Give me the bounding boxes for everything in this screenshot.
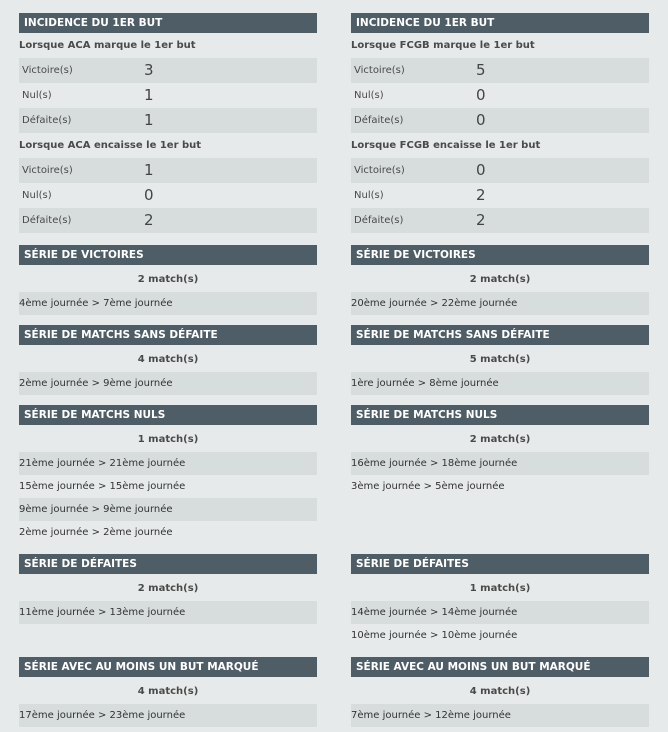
- stat-row: [351, 183, 649, 208]
- but-marque-section: [351, 657, 649, 727]
- stat-value: 3: [144, 61, 154, 79]
- nuls-section: [19, 405, 317, 544]
- section-header: SÉRIE DE MATCHS SANS DÉFAITE: [19, 325, 317, 345]
- stat-label: Défaite(s): [22, 115, 72, 126]
- section-header: SÉRIE DE MATCHS NULS: [19, 405, 317, 425]
- section-header: SÉRIE AVEC AU MOINS UN BUT MARQUÉ: [351, 657, 649, 677]
- series-range: 15ème journée > 15ème journée: [19, 481, 186, 492]
- stat-row: [351, 108, 649, 133]
- series-range: 2ème journée > 2ème journée: [19, 527, 173, 538]
- series-count: 4 match(s): [469, 686, 531, 697]
- stat-value: 2: [144, 211, 154, 229]
- scores-first-label: Lorsque ACA marque le 1er but: [19, 40, 196, 51]
- concedes-first-label: Lorsque ACA encaisse le 1er but: [19, 140, 202, 151]
- section-header: SÉRIE DE DÉFAITES: [19, 554, 317, 574]
- stat-value: 5: [476, 61, 486, 79]
- stat-row: [351, 158, 649, 183]
- stat-value: 0: [476, 161, 486, 179]
- stat-label: Nul(s): [354, 190, 384, 201]
- series-range: 10ème journée > 10ème journée: [351, 630, 518, 641]
- series-count: 2 match(s): [137, 274, 199, 285]
- stat-value: 2: [476, 186, 486, 204]
- series-range: 9ème journée > 9ème journée: [19, 498, 317, 521]
- stat-row: [19, 58, 317, 83]
- series-range: 17ème journée > 23ème journée: [19, 704, 317, 727]
- stat-label: Nul(s): [22, 90, 52, 101]
- series-count: 1 match(s): [469, 583, 531, 594]
- series-range: 11ème journée > 13ème journée: [19, 601, 317, 624]
- section-header: INCIDENCE DU 1ER BUT: [351, 13, 649, 33]
- series-range: 2ème journée > 9ème journée: [19, 372, 317, 395]
- series-range: 16ème journée > 18ème journée: [351, 452, 649, 475]
- series-count: 1 match(s): [137, 434, 199, 445]
- stat-label: Victoire(s): [354, 65, 405, 76]
- series-count: 5 match(s): [469, 354, 531, 365]
- series-count: 2 match(s): [137, 583, 199, 594]
- stat-row: [351, 83, 649, 108]
- stat-label: Défaite(s): [22, 215, 72, 226]
- stat-value: 0: [144, 186, 154, 204]
- stat-row: [19, 183, 317, 208]
- stat-value: 2: [476, 211, 486, 229]
- section-header: SÉRIE DE VICTOIRES: [19, 245, 317, 265]
- stat-value: 1: [144, 86, 154, 104]
- stat-label: Nul(s): [354, 90, 384, 101]
- stat-label: Défaite(s): [354, 115, 404, 126]
- series-count: 2 match(s): [469, 274, 531, 285]
- stat-value: 1: [144, 161, 154, 179]
- sans-defaite-section: [19, 325, 317, 395]
- stat-label: Défaite(s): [354, 215, 404, 226]
- series-range: 21ème journée > 21ème journée: [19, 452, 317, 475]
- series-range: 1ère journée > 8ème journée: [351, 372, 649, 395]
- stat-value: 1: [144, 111, 154, 129]
- incidence-section: [351, 13, 649, 233]
- defaites-section: [19, 554, 317, 624]
- victoires-section: [351, 245, 649, 315]
- sans-defaite-section: [351, 325, 649, 395]
- but-marque-section: [19, 657, 317, 727]
- victoires-section: [19, 245, 317, 315]
- section-header: SÉRIE DE MATCHS SANS DÉFAITE: [351, 325, 649, 345]
- series-count: 2 match(s): [469, 434, 531, 445]
- section-header: SÉRIE DE MATCHS NULS: [351, 405, 649, 425]
- series-range: 20ème journée > 22ème journée: [351, 292, 649, 315]
- incidence-section: [19, 13, 317, 233]
- stat-row: [19, 108, 317, 133]
- series-range: 7ème journée > 12ème journée: [351, 704, 649, 727]
- series-count: 4 match(s): [137, 354, 199, 365]
- stat-value: 0: [476, 111, 486, 129]
- nuls-section: [351, 405, 649, 498]
- stat-row: [19, 158, 317, 183]
- series-range: 4ème journée > 7ème journée: [19, 292, 317, 315]
- stat-label: Victoire(s): [354, 165, 405, 176]
- stat-label: Victoire(s): [22, 165, 73, 176]
- stat-row: [351, 208, 649, 233]
- section-header: SÉRIE DE DÉFAITES: [351, 554, 649, 574]
- stat-value: 0: [476, 86, 486, 104]
- series-range: 3ème journée > 5ème journée: [351, 481, 505, 492]
- section-header: SÉRIE DE VICTOIRES: [351, 245, 649, 265]
- stat-row: [351, 58, 649, 83]
- section-header: INCIDENCE DU 1ER BUT: [19, 13, 317, 33]
- defaites-section: [351, 554, 649, 647]
- series-count: 4 match(s): [137, 686, 199, 697]
- concedes-first-label: Lorsque FCGB encaisse le 1er but: [351, 140, 541, 151]
- stat-row: [19, 208, 317, 233]
- section-header: SÉRIE AVEC AU MOINS UN BUT MARQUÉ: [19, 657, 317, 677]
- stat-label: Victoire(s): [22, 65, 73, 76]
- stat-row: [19, 83, 317, 108]
- scores-first-label: Lorsque FCGB marque le 1er but: [351, 40, 535, 51]
- stat-label: Nul(s): [22, 190, 52, 201]
- series-range: 14ème journée > 14ème journée: [351, 601, 649, 624]
